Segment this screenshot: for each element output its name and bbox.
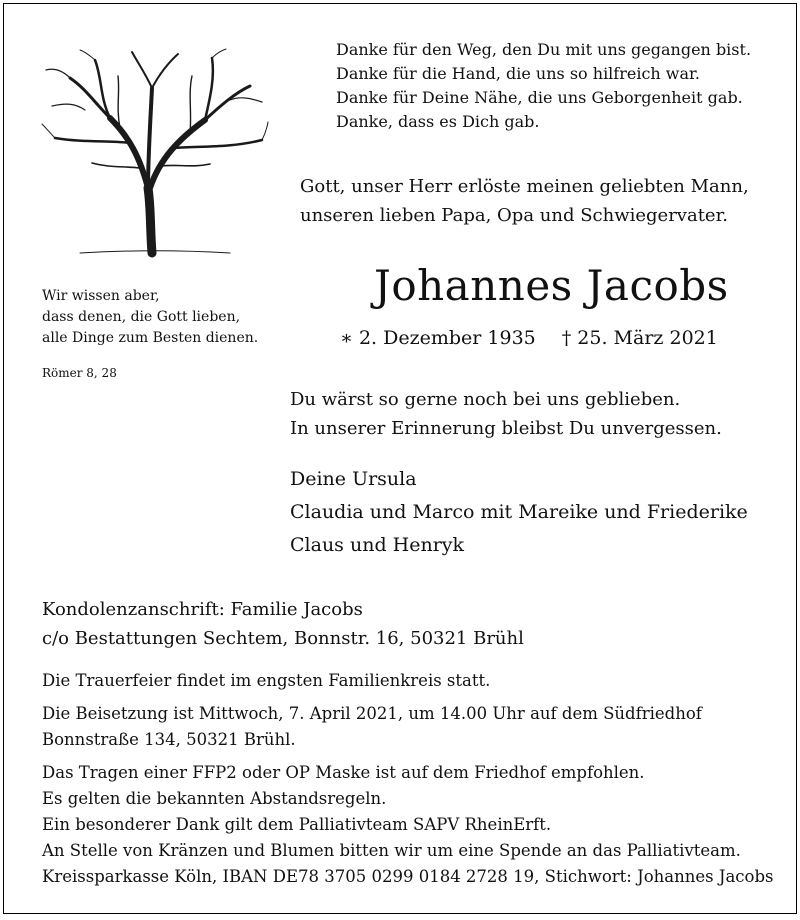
family-line: Deine Ursula	[290, 468, 417, 490]
poem-line: Danke, dass es Dich gab.	[336, 112, 540, 131]
family-line: Claudia und Marco mit Mareike und Friederike	[290, 501, 748, 523]
donation-text: An Stelle von Kränzen und Blumen bitten wir um eine Spende an das Palliativteam.	[42, 841, 741, 860]
announcement-line: Gott, unser Herr erlöste meinen geliebten Mann,	[300, 176, 749, 197]
verse-line: dass denen, die Gott lieben,	[42, 309, 241, 325]
remembrance-line: In unserer Erinnerung bleibst Du unvergessen.	[290, 418, 722, 439]
life-dates	[340, 324, 718, 352]
poem-line: Danke für die Hand, die uns so hilfreich war.	[336, 64, 701, 83]
bare-tree-icon	[40, 48, 270, 258]
verse-line: Wir wissen aber,	[42, 288, 160, 304]
thanks-text: Ein besonderer Dank gilt dem Palliativteam SAPV RheinErft.	[42, 815, 552, 834]
burial-address: Bonnstraße 134, 50321 Brühl.	[42, 730, 296, 749]
verse-line: alle Dinge zum Besten dienen.	[42, 330, 259, 346]
remembrance	[290, 385, 722, 443]
bible-verse	[42, 286, 258, 349]
family-line: Claus und Henryk	[290, 534, 465, 556]
mask-text: Das Tragen einer FFP2 oder OP Maske ist auf dem Friedhof empfohlen.	[42, 763, 645, 782]
funeral-text: Die Trauerfeier findet im engsten Familienkreis statt.	[42, 671, 491, 690]
distance-text: Es gelten die bekannten Abstandsregeln.	[42, 789, 387, 808]
death-date: † 25. März 2021	[561, 327, 718, 349]
poem	[336, 38, 751, 134]
birth-date: ∗ 2. Dezember 1935	[340, 327, 536, 349]
burial-text: Die Beisetzung ist Mittwoch, 7. April 2021, um 14.00 Uhr auf dem Südfriedhof	[42, 704, 702, 723]
address-line: c/o Bestattungen Sechtem, Bonnstr. 16, 50321 Brühl	[42, 628, 524, 649]
announcement-line: unseren lieben Papa, Opa und Schwiegervater.	[300, 205, 728, 226]
verse-reference: Römer 8, 28	[42, 366, 117, 380]
obituary-notice	[3, 3, 797, 914]
bank-details: Kreissparkasse Köln, IBAN DE78 3705 0299 0184 2728 19, Stichwort: Johannes Jacobs	[42, 867, 774, 886]
announcement	[300, 172, 749, 230]
deceased-name: Johannes Jacobs	[374, 261, 729, 310]
remembrance-line: Du wärst so gerne noch bei uns geblieben.	[290, 389, 681, 410]
condolence-address	[42, 595, 524, 653]
funeral-information	[42, 668, 772, 890]
family-signatures	[290, 463, 748, 562]
poem-line: Danke für den Weg, den Du mit uns gegangen bist.	[336, 40, 752, 59]
address-line: Kondolenzanschrift: Familie Jacobs	[42, 599, 363, 620]
poem-line: Danke für Deine Nähe, die uns Geborgenheit gab.	[336, 88, 743, 107]
